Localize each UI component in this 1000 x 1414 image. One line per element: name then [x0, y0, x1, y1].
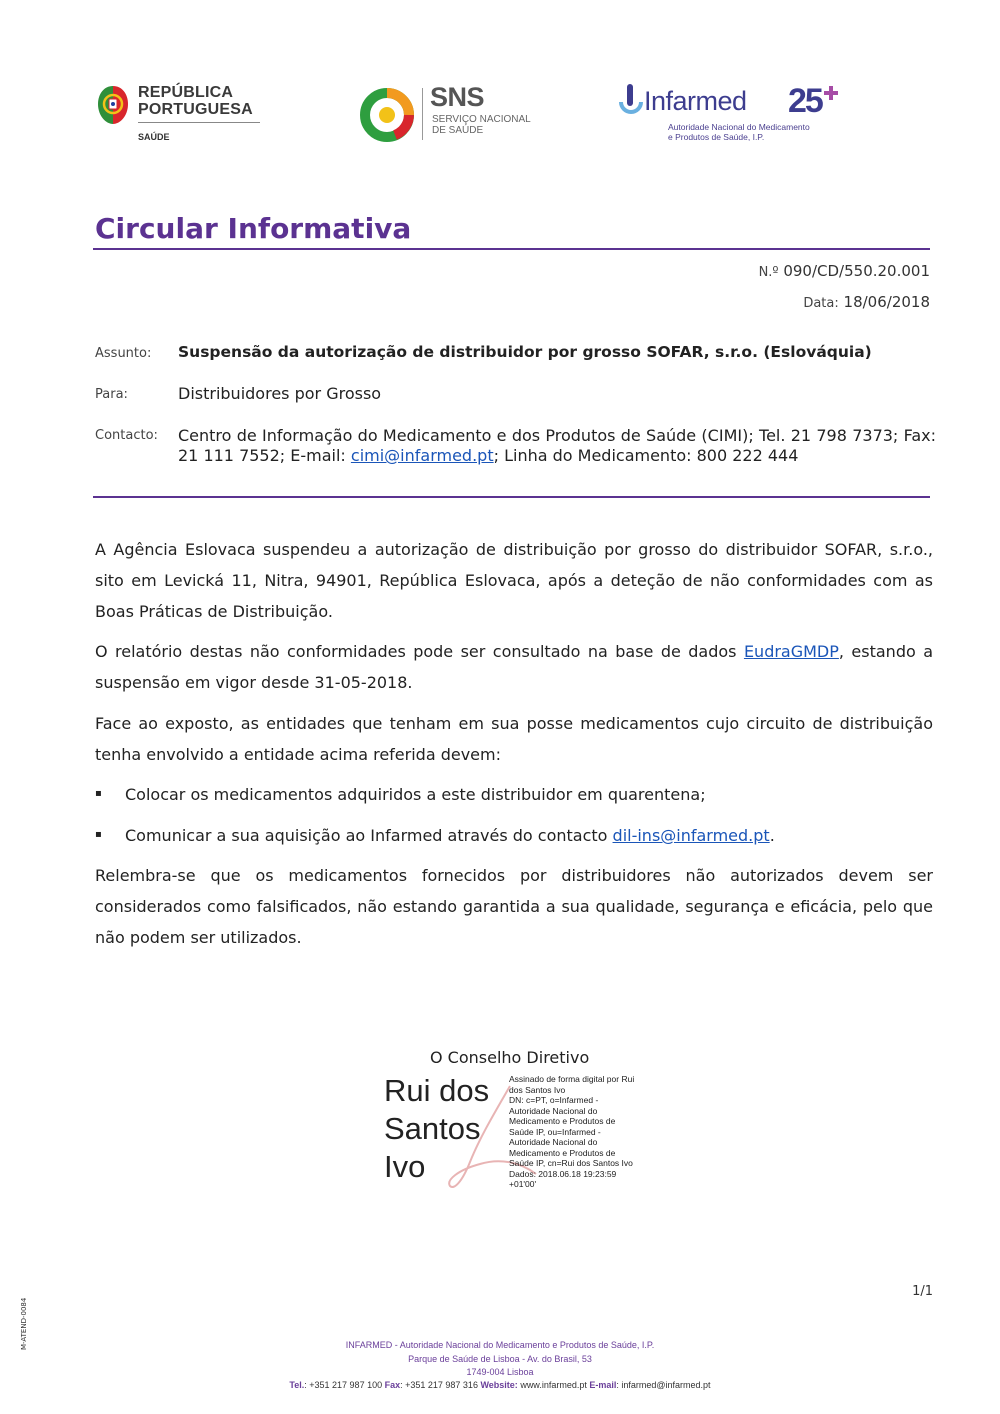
fax-label: Fax	[384, 1380, 401, 1390]
infarmed-logo-name: Infarmed	[644, 86, 747, 116]
sns-emblem-icon	[360, 88, 414, 142]
website-label: Website:	[480, 1380, 518, 1390]
bullet-item-2	[125, 826, 775, 845]
sns-logo-divider	[422, 88, 423, 140]
digital-signature-details: Assinado de forma digital por Rui dos Santos Ivo DN: c=PT, o=Infarmed - Autoridade Nacional do Medicamento e Produtos de Saúde IP, ou=Infarmed - Autoridade Nacional do Medicamento e Produtos de Saúde IP, cn=Rui dos Santos Ivo Dados: 2018.06.18 19:23:59 +01'00'	[509, 1074, 635, 1189]
email-label: E-mail	[589, 1380, 617, 1390]
paragraph-3: Face ao exposto, as entidades que tenham em sua posse medicamentos cujo circuito de distribuição tenha envolvido a entidade acima referida devem:	[95, 714, 933, 764]
header-divider	[93, 496, 930, 498]
to-label: Para:	[95, 387, 128, 402]
eudragmdp-link[interactable]: EudraGMDP	[743, 642, 839, 661]
tel-value: : +351 217 987 100	[304, 1380, 383, 1390]
circular-number	[759, 262, 930, 280]
bullet-item-1: Colocar os medicamentos adquiridos a este distribuidor em quarentena;	[125, 785, 706, 804]
plus-icon	[824, 86, 838, 100]
rp-logo-divider	[138, 122, 260, 123]
circular-date	[803, 293, 930, 311]
to-value: Distribuidores por Grosso	[178, 384, 382, 403]
dil-ins-email-link[interactable]: dil-ins@infarmed.pt	[612, 826, 770, 845]
rp-logo-text: REPÚBLICA PORTUGUESA	[138, 84, 253, 118]
infarmed-logo-badge: 25	[788, 82, 822, 120]
paragraph-4: Relembra-se que os medicamentos fornecidos por distribuidores não autorizados devem ser considerados como falsificados, não estando garantida a sua qualidade, segurança e eficácia, pelo que não podem ser utilizados.	[95, 866, 933, 947]
sns-logo-title: SNS	[430, 82, 485, 112]
paragraph-2	[95, 636, 933, 698]
bullet-2-text: Comunicar a sua aquisição ao Infarmed através do contacto	[125, 826, 613, 845]
footer-address: Parque de Saúde de Lisboa - Av. do Brasil, 53	[408, 1354, 592, 1364]
date-label: Data:	[803, 296, 839, 311]
number-value: 090/CD/550.20.001	[783, 262, 930, 280]
subject-label: Assunto:	[95, 346, 152, 361]
footer-postcode: 1749-004 Lisboa	[466, 1367, 534, 1377]
website-value[interactable]: www.infarmed.pt	[517, 1380, 587, 1390]
republica-portuguesa-logo	[96, 82, 266, 148]
portugal-coat-of-arms-icon	[96, 84, 130, 126]
fax-value: : +351 217 987 316	[400, 1380, 478, 1390]
email-value[interactable]: : infarmed@infarmed.pt	[616, 1380, 711, 1390]
document-title: Circular Informativa	[95, 212, 412, 245]
infarmed-logo	[618, 80, 840, 146]
sns-logo-sub: SERVIÇO NACIONAL DE SAÚDE	[432, 114, 531, 136]
cimi-email-link[interactable]: cimi@infarmed.pt	[350, 446, 494, 465]
paragraph-2-tail: , estando a suspensão em vigor desde 31-05-2018.	[95, 642, 934, 692]
council-label: O Conselho Diretivo	[430, 1048, 590, 1067]
infarmed-logo-sub: Autoridade Nacional do Medicamento e Produtos de Saúde, I.P.	[668, 122, 810, 142]
infarmed-emblem-icon	[618, 82, 644, 128]
subject-value: Suspensão da autorização de distribuidor por grosso SOFAR, s.r.o. (Eslováquia)	[178, 343, 872, 361]
tel-label: Tel.	[289, 1380, 305, 1390]
footer-org: INFARMED - Autoridade Nacional do Medicamento e Produtos de Saúde, I.P.	[345, 1340, 655, 1350]
paragraph-1: A Agência Eslovaca suspendeu a autorização de distribuição por grosso do distribuidor SOFAR, s.r.o., sito em Levická 11, Nitra, 94901, República Eslovaca, após a deteção de não conformidades com as Boas Práticas de Distribuição.	[95, 540, 933, 621]
bullet-2-tail: .	[769, 826, 775, 845]
title-divider	[93, 248, 930, 250]
contact-text: Centro de Informação do Medicamento e dos Produtos de Saúde (CIMI); Tel. 21 798 7373; Fax: 21 111 7552; E-mail:	[178, 426, 936, 465]
contact-value	[178, 426, 936, 466]
page-number: 1/1	[912, 1284, 933, 1299]
form-code: M-ATEND-0084	[20, 1297, 28, 1350]
signature-name: Rui dos Santos Ivo	[384, 1073, 490, 1184]
date-value: 18/06/2018	[843, 293, 930, 311]
number-label: N.º	[758, 265, 779, 280]
contact-text-tail: ; Linha do Medicamento: 800 222 444	[493, 446, 799, 465]
bullet-marker-1: ▪	[95, 788, 102, 799]
bullet-marker-2: ▪	[95, 829, 102, 840]
footer-contacts	[0, 1380, 1000, 1390]
rp-logo-sub: SAÚDE	[138, 132, 170, 142]
paragraph-2-text: O relatório destas não conformidades pode ser consultado na base de dados	[95, 642, 744, 661]
contact-label: Contacto:	[95, 428, 158, 443]
sns-logo	[360, 82, 540, 142]
